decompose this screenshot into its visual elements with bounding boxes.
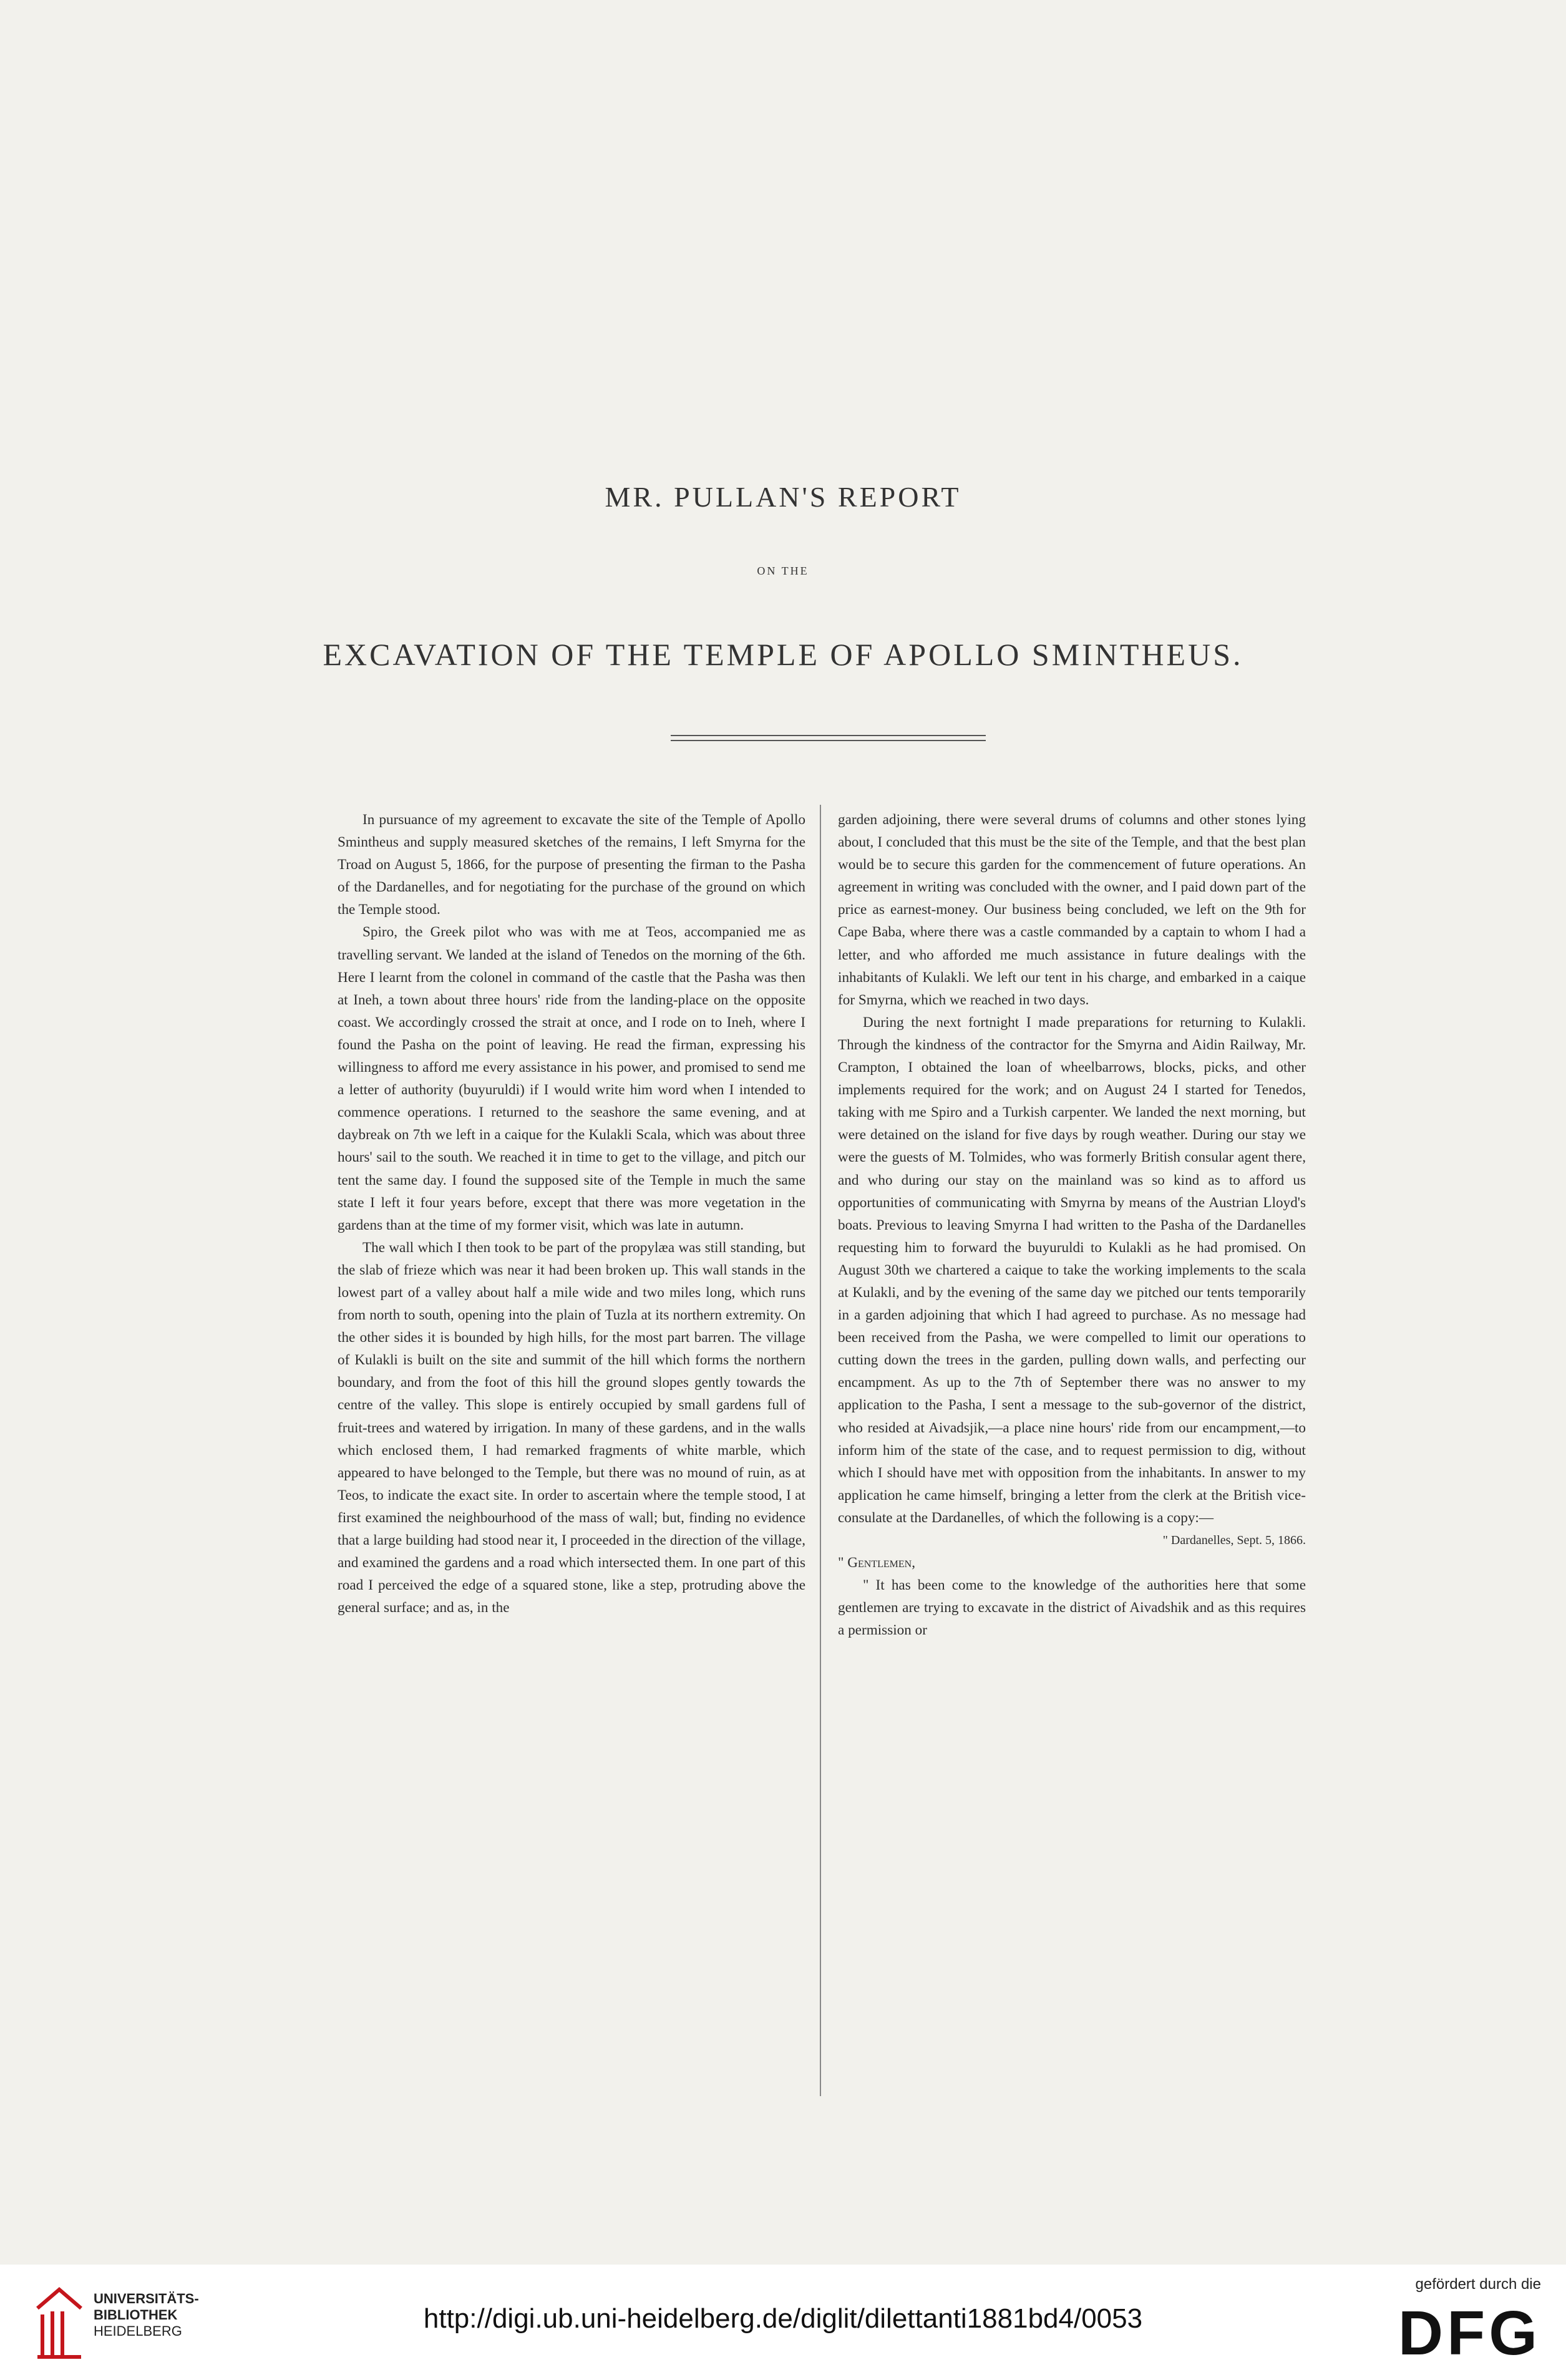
library-line-2: BIBLIOTHEK [94,2307,178,2323]
title-connector: ON THE [757,565,809,577]
report-subtitle: EXCAVATION OF THE TEMPLE OF APOLLO SMINTHEUS. [323,637,1243,672]
letter-dateline: " Dardanelles, Sept. 5, 1866. [1162,1533,1306,1547]
letter-salutation: " Gentlemen, [838,1555,916,1571]
library-line-1: UNIVERSITÄTS- [94,2291,199,2306]
text-column-left [338,809,805,1619]
paragraph: garden adjoining, there were several drums of columns and other stones lying about, I concluded that this must be the site of the Temple, and that the best plan would be to secure this garden for the commencement of future operations. An agreement in writing was concluded with the owner, and I paid down part of the price as earnest-money. Our business being concluded, we left on the 9th for Cape Baba, where there was a castle commanded by a captain to whom I had a letter, and who afforded me much assistance in future dealings with the inhabitants of Kulakli. We left our tent in his charge, and embarked in a caique for Smyrna, which we reached in two days. [838,812,1306,1008]
paragraph: In pursuance of my agreement to excavate the site of the Temple of Apollo Smintheus and supply measured sketches of the remains, I left Smyrna for the Troad on August 5, 1866, for the purpose of presenting the firman to the Pasha of the Dardanelles, and for negotiating for the purchase of the ground on which the Temple stood. [338,812,805,918]
text-column-right [838,809,1306,1641]
permalink-url[interactable]: http://digi.ub.uni-heidelberg.de/diglit/dilettanti1881bd4/0053 [423,2303,1143,2334]
column-divider [820,805,821,2096]
paragraph: The wall which I then took to be part of the propylæa was still standing, but the slab of frieze which was near it had been broken up. This wall stands in the lowest part of a valley about half a mile wide and two miles long, which runs from north to south, opening into the plain of Tuzla at its northern extremity. On the other sides it is bounded by high hills, for the most part barren. The village of Kulakli is built on the site and summit of the hill which forms the northern boundary, and from the foot of this hill the ground slopes gently towards the centre of the valley. This slope is entirely occupied by small gardens full of fruit-trees and watered by irrigation. In many of these gardens, and in the walls which enclosed them, I had remarked fragments of white marble, which appeared to have belonged to the Temple, but there was no mound of ruin, as at Teos, to indicate the exact site. In order to ascertain where the temple stood, I at first examined the neighbourhood of the mass of wall; but, finding no evidence that a large building had stood near it, I proceeded in the direction of the village, and examined the gardens and a road which intersected them. In one part of this road I perceived the edge of a squared stone, like a step, protruding above the general surface; and as, in the [338,1239,805,1616]
paragraph: During the next fortnight I made preparations for returning to Kulakli. Through the kindness of the contractor for the Smyrna and Aidin Railway, Mr. Crampton, I obtained the loan of wheelbarrows, blocks, picks, and other implements required for the work; and on August 24 I started for Tenedos, taking with me Spiro and a Turkish carpenter. We landed the next morning, but were detained on the island for five days by rough weather. During our stay we were the guests of M. Tolmides, who was formerly British consular agent there, and who during our stay on the mainland was so kind as to afford us opportunities of communicating with Smyrna by means of the Austrian Lloyd's boats. Previous to leaving Smyrna I had written to the Pasha of the Dardanelles requesting him to forward the buyuruldi to Kulakli as he had promised. On August 30th we chartered a caique to take the working implements to the scala at Kulakli, and by the evening of the same day we pitched our tents temporarily in a garden adjoining that which I had agreed to purchase. As no message had been received from the Pasha, we were compelled to limit our operations to cutting down the trees in the garden, pulling down walls, and perfecting our encampment. As up to the 7th of September there was no answer to my application to the Pasha, I sent a message to the sub-governor of the district, who resided at Aivadsjik,—a place nine hours' ride from our encampment,—to inform him of the state of the case, and to request permission to dig, without which I should have met with opposition from the inhabitants. In answer to my application he came himself, bringing a letter from the clerk at the British vice-consulate at the Dardanelles, of which the following is a copy:— [838,1014,1306,1526]
title-double-rule [671,735,986,741]
paragraph: Spiro, the Greek pilot who was with me at Teos, accompanied me as travelling servant. We landed at the island of Tenedos on the morning of the 6th. Here I learnt from the colonel in command of the castle that the Pasha was then at Ineh, a town about three hours' ride from the landing-place on the opposite coast. We accordingly crossed the strait at once, and I rode on to Ineh, where I found the Pasha on the point of leaving. He read the firman, expressing his willingness to afford me every assistance in his power, and promised to send me a letter of authority (buyuruldi) if I would write him word when I intended to commence operations. I returned to the seashore the same evening, and at daybreak on 7th we left in a caique for the Kulakli Scala, which was about three hours' sail to the south. We reached it in time to get to the village, and pitch our tent the same day. I found the supposed site of the Temple in much the same state I left it four years before, except that there was more vegetation in the gardens than at the time of my former visit, which was late in autumn. [338,924,805,1233]
report-title: MR. PULLAN'S REPORT [605,481,961,513]
funder-label: gefördert durch die [1415,2276,1541,2293]
dfg-logo[interactable]: DFG [1398,2298,1541,2368]
library-line-3: HEIDELBERG [94,2323,182,2339]
letter-body: " It has been come to the knowledge of the authorities here that some gentlemen are trying to excavate in the district of Aivadshik and as this requires a permission or [838,1577,1306,1639]
